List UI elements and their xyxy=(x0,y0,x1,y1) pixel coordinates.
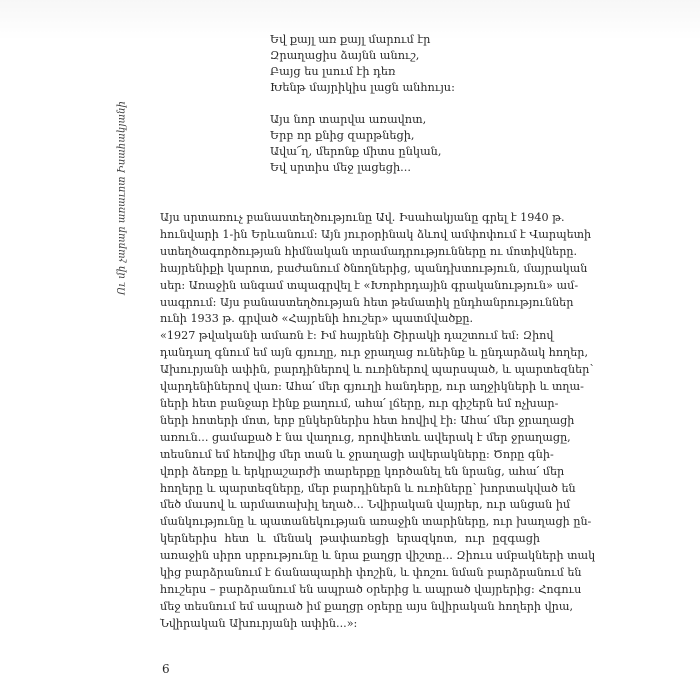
poem-line: Այս նոր տարվա առավոտ, xyxy=(270,113,427,126)
running-head xyxy=(112,88,132,308)
prose-line: Ախուրյանի ափին, բարդիներով և ուռիներով պարսպած, և պարտեզներ՝ xyxy=(160,363,594,377)
running-head-text: Ու մի չարար առաւոտ Իսահակյանի xyxy=(116,101,128,295)
poem-block xyxy=(270,32,560,176)
poem-line: Խենթ մայրիկիս լացն անհույս: xyxy=(270,81,455,94)
prose-line: կերներիս հետ և մենակ թափառեցի երազկոտ, ուր ըզգացի xyxy=(160,532,540,546)
poem-stanza xyxy=(270,112,560,176)
poem-line: Երբ որ քնից զարթնեցի, xyxy=(270,129,415,142)
prose-line: հողերը և պարտեզները, մեր բարդիներն և ուռիները՝ խորտակված են xyxy=(160,481,576,495)
prose-line: դանդաղ գնում եմ այն գյուղը, ուր ջրաղաց ունեինք և ընդարձակ հողեր, xyxy=(160,346,589,360)
prose-line: կից բարձրանում է ճանապարհի փոշին, և փոշու նման բարձրանում են xyxy=(160,566,582,580)
prose-line: հայրենիքի կարոտ, բաժանում ծնողներից, պանդխտություն, մայրական xyxy=(160,261,588,275)
prose-line: հուշերս – բարձրանում են ապրած օրերից և ապրած վայրերից: Հոգուս xyxy=(160,582,582,596)
prose-line: ների հոտերի մոտ, երբ ընկերներիս հետ հովիվ էի: Ահա՛ մեր ջրաղացի xyxy=(160,413,575,427)
prose-block xyxy=(160,210,596,633)
prose-line: ստեղծագործության հիմնական տրամադրությունները ու մոտիվները. xyxy=(160,244,578,258)
prose-line: ունի 1933 թ. գրված «Հայրենի հուշեր» պատմվածքը. xyxy=(160,312,474,326)
prose-line: մեծ մասով և արմատախիլ եղած... Նվիրական վայրեր, ուր անցան իմ xyxy=(160,498,571,512)
prose-line: ների հետ բանջար էինք քաղում, ահա՛ լճերը, ուր գիշերն եմ ոչխար- xyxy=(160,396,559,410)
prose-line: հունվարի 1-ին Երևանում: Այն յուրօրինակ ձևով ամփոփում է Վարպետի xyxy=(160,227,592,241)
prose-line: Նվիրական Ախուրյանի ափին...»: xyxy=(160,616,358,630)
prose-line: մանկությունը և պատանեկության առաջին տարիները, ուր խաղացի ըն- xyxy=(160,515,592,529)
prose-line: առուն... ցամաքած է նա վաղուց, որովհետև ավերակ է մեր ջրաղացը, xyxy=(160,430,571,444)
poem-line: Բայց ես լսում էի դեռ xyxy=(270,65,396,78)
poem-line: Զրաղացիս ձայնն անուշ, xyxy=(270,49,420,62)
prose-line: Այս սրտառուչ բանաստեղծությունը Ավ. Իսահակյանը գրել է 1940 թ. xyxy=(160,211,565,224)
prose-line: առաջին սիրո սրբությունը և նրա քաղցր վիշտը... Զիուս սմբակների տակ xyxy=(160,549,596,563)
prose-line: մեջ տեսնում եմ ապրած իմ քաղցր օրերը այս նվիրական հողերի վրա, xyxy=(160,599,573,613)
prose-line: վորի ձեռքը և երկրաշարժի տարերքը կործանել են նրանց, ահա՛ մեր xyxy=(160,464,565,478)
prose-line: տեսնում եմ հեռվից մեր տան և ջրաղացի ավերակները: Ծորը գնի- xyxy=(160,447,554,461)
prose-line: «1927 թվականի ամառն է: Իմ հայրենի Շիրակի դաշտում եմ: Զիով xyxy=(160,329,554,343)
poem-line: Եվ քայլ առ քայլ մարում էր xyxy=(270,33,431,46)
poem-line: Ավա՜ղ, մերոնք միտս ընկան, xyxy=(270,145,442,158)
prose-line: սեր: Առաջին անգամ տպագրվել է «Խորհրդային գրականություն» ամ- xyxy=(160,278,579,292)
page-number: 6 xyxy=(162,662,170,676)
poem-line: Եվ սրտիս մեջ լացեցի... xyxy=(270,161,411,174)
poem-stanza xyxy=(270,32,560,96)
prose-line: վարդենիներով վառ: Ահա՛ մեր գյուղի հանդերը, ուր աղջիկների և տղա- xyxy=(160,380,584,394)
prose-line: սագրում: Այս բանաստեղծության հետ թեմատիկ ընդհանրություններ xyxy=(160,295,574,309)
